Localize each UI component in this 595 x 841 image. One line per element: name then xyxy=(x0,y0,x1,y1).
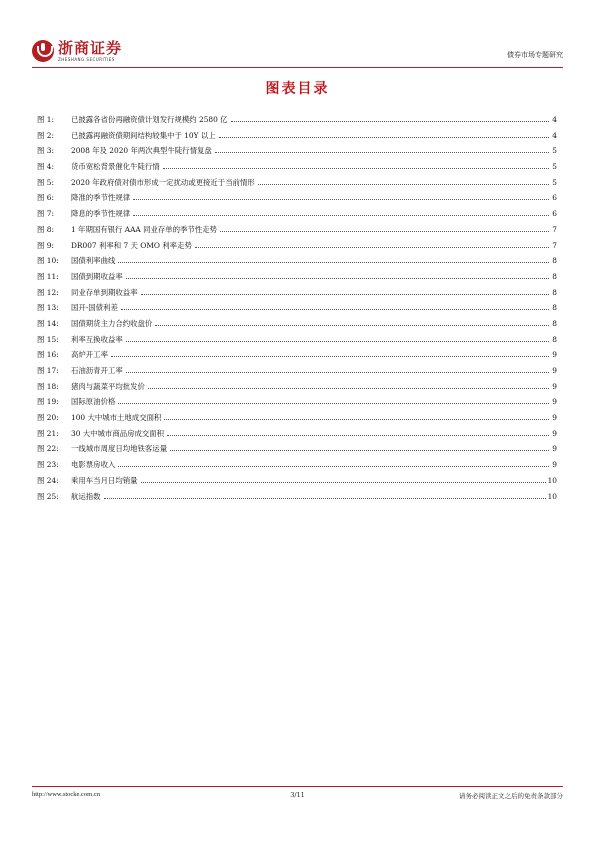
toc-leader-dots xyxy=(231,121,549,122)
toc-leader-dots xyxy=(104,498,546,499)
toc-entry-title: 降息的季节性规律 xyxy=(71,209,131,219)
toc-entry-title: 2008 年及 2020 年两次典型牛陡行情复盘 xyxy=(71,146,212,156)
toc-entry-label: 图 18: xyxy=(37,381,59,391)
website-link[interactable]: http://www.stocke.com.cn xyxy=(32,791,100,798)
toc-entry[interactable] xyxy=(37,473,557,489)
brand-name-cn: 浙商证券 xyxy=(58,38,123,57)
toc-leader-dots xyxy=(126,372,549,373)
toc-entry-page: 4 xyxy=(552,130,557,140)
toc-entry[interactable] xyxy=(37,426,557,442)
toc-leader-dots xyxy=(164,419,549,420)
page-header xyxy=(32,36,563,70)
toc-entry-label: 图 16: xyxy=(37,350,59,360)
toc-entry-label: 图 7: xyxy=(37,209,54,219)
toc-entry-title: DR007 利率和 7 天 OMO 利率走势 xyxy=(71,240,192,250)
toc-entry-title: 电影票房收入 xyxy=(71,460,116,470)
toc-entry-page: 8 xyxy=(552,287,557,297)
toc-entry-label: 图 24: xyxy=(37,475,59,485)
toc-entry-label: 图 13: xyxy=(37,303,59,313)
toc-entry-title: 利率互换收益率 xyxy=(71,334,123,344)
toc-entry[interactable] xyxy=(37,206,557,222)
toc-entry-page: 8 xyxy=(552,318,557,328)
toc-entry-page: 9 xyxy=(552,428,557,438)
toc-leader-dots xyxy=(215,152,549,153)
toc-entry-page: 10 xyxy=(547,475,557,485)
toc-leader-dots xyxy=(148,388,549,389)
toc-leader-dots xyxy=(118,403,549,404)
brand-logo xyxy=(32,36,122,66)
toc-leader-dots xyxy=(126,278,549,279)
brand-name-en: ZHESHANG SECURITIES xyxy=(58,56,115,62)
toc-leader-dots xyxy=(141,482,546,483)
toc-entry-label: 图 4: xyxy=(37,162,54,172)
toc-entry-page: 9 xyxy=(552,350,557,360)
toc-entry[interactable] xyxy=(37,238,557,254)
toc-entry-page: 5 xyxy=(552,177,557,187)
toc-entry-title: 航运指数 xyxy=(71,491,101,501)
toc-entry-page: 9 xyxy=(552,366,557,375)
toc-entry-label: 图 2: xyxy=(37,130,54,140)
figure-list xyxy=(37,112,557,504)
disclaimer-note: 请务必阅读正文之后的免责条款部分 xyxy=(459,792,563,800)
page-number: 3/11 xyxy=(290,791,305,799)
toc-entry-title: 1 年期国有银行 AAA 同业存单的季节性走势 xyxy=(71,224,218,234)
toc-entry-page: 9 xyxy=(552,460,557,470)
toc-entry[interactable] xyxy=(37,457,557,473)
toc-entry-label: 图 23: xyxy=(37,460,59,470)
toc-leader-dots xyxy=(167,435,549,436)
toc-entry-page: 5 xyxy=(552,162,557,172)
toc-entry-label: 图 20: xyxy=(37,413,59,423)
toc-leader-dots xyxy=(155,325,549,326)
toc-leader-dots xyxy=(126,341,549,342)
toc-entry-title: 2020 年政府债对债市形成一定扰动或更接近于当前情形 xyxy=(71,177,255,187)
toc-entry-title: 国债利率曲线 xyxy=(71,256,116,266)
toc-entry[interactable] xyxy=(37,394,557,410)
toc-entry-title: 已披露各省份再融资债计划发行规模约 2580 亿 xyxy=(71,115,228,124)
toc-entry-label: 图 1: xyxy=(37,115,54,124)
toc-leader-dots xyxy=(133,215,549,216)
toc-entry-page: 9 xyxy=(552,413,557,423)
toc-entry-label: 图 14: xyxy=(37,318,59,328)
toc-entry-label: 图 17: xyxy=(37,366,59,375)
toc-leader-dots xyxy=(141,294,549,295)
toc-entry[interactable] xyxy=(37,441,557,457)
toc-leader-dots xyxy=(121,309,549,310)
toc-entry-label: 图 8: xyxy=(37,224,54,234)
toc-entry-page: 6 xyxy=(552,193,557,203)
toc-entry-label: 图 15: xyxy=(37,334,59,344)
toc-entry[interactable] xyxy=(37,379,557,395)
toc-entry-page: 6 xyxy=(552,209,557,219)
toc-entry-label: 图 12: xyxy=(37,287,59,297)
toc-leader-dots xyxy=(170,450,549,451)
toc-entry-page: 5 xyxy=(552,146,557,156)
toc-entry-title: 100 大中城市土地成交面积 xyxy=(71,413,162,423)
toc-entry-page: 9 xyxy=(552,397,557,407)
toc-entry[interactable] xyxy=(37,112,557,128)
toc-entry[interactable] xyxy=(37,159,557,175)
toc-entry[interactable] xyxy=(37,253,557,269)
toc-entry-label: 图 25: xyxy=(37,491,59,501)
toc-leader-dots xyxy=(118,466,549,467)
toc-leader-dots xyxy=(163,168,549,169)
toc-entry-page: 8 xyxy=(552,303,557,313)
toc-entry[interactable] xyxy=(37,347,557,363)
toc-entry-label: 图 3: xyxy=(37,146,54,156)
toc-entry[interactable] xyxy=(37,410,557,426)
toc-entry-page: 4 xyxy=(552,115,557,124)
toc-entry-label: 图 21: xyxy=(37,428,59,438)
toc-entry[interactable] xyxy=(37,363,557,379)
toc-entry-title: 乘用车当月日均销量 xyxy=(71,475,138,485)
toc-entry[interactable] xyxy=(37,332,557,348)
toc-leader-dots xyxy=(220,231,549,232)
toc-entry[interactable] xyxy=(37,143,557,159)
toc-entry-page: 8 xyxy=(552,256,557,266)
toc-entry-page: 10 xyxy=(547,491,557,501)
toc-entry-title: 国债期货主力合约收盘价 xyxy=(71,318,153,328)
toc-entry[interactable] xyxy=(37,489,557,505)
toc-entry-label: 图 22: xyxy=(37,444,59,454)
toc-entry-label: 图 19: xyxy=(37,397,59,407)
toc-entry-label: 图 11: xyxy=(37,271,59,281)
toc-entry-page: 7 xyxy=(552,240,557,250)
toc-entry-page: 9 xyxy=(552,381,557,391)
toc-leader-dots xyxy=(111,356,549,357)
toc-entry[interactable] xyxy=(37,190,557,206)
toc-leader-dots xyxy=(133,199,549,200)
toc-entry-page: 9 xyxy=(552,444,557,454)
toc-entry-title: 货币宽松背景催化牛陡行情 xyxy=(71,162,160,172)
toc-leader-dots xyxy=(219,137,549,138)
toc-entry-label: 图 9: xyxy=(37,240,54,250)
toc-entry-title: 石油沥青开工率 xyxy=(71,366,123,375)
toc-entry[interactable] xyxy=(37,300,557,316)
toc-entry-title: 已披露再融资债期间结构较集中于 10Y 以上 xyxy=(71,130,216,140)
toc-entry[interactable] xyxy=(37,285,557,301)
toc-entry-label: 图 10: xyxy=(37,256,59,266)
toc-entry-title: 国开-国债利差 xyxy=(71,303,118,313)
toc-entry-title: 国际原油价格 xyxy=(71,397,116,407)
toc-entry-title: 高炉开工率 xyxy=(71,350,108,360)
toc-entry[interactable] xyxy=(37,175,557,191)
toc-entry-page: 8 xyxy=(552,271,557,281)
toc-entry-title: 国债到期收益率 xyxy=(71,271,123,281)
header-divider xyxy=(32,67,563,68)
page-title: 图表目录 xyxy=(265,81,330,97)
toc-leader-dots xyxy=(258,184,549,185)
toc-entry[interactable] xyxy=(37,128,557,144)
toc-entry[interactable] xyxy=(37,269,557,285)
toc-entry-page: 8 xyxy=(552,334,557,344)
toc-leader-dots xyxy=(195,247,549,248)
toc-entry-title: 一线城市周度日均地铁客运量 xyxy=(71,444,168,454)
toc-entry-title: 猪肉与蔬菜平均批发价 xyxy=(71,381,145,391)
toc-entry-label: 图 5: xyxy=(37,177,54,187)
toc-entry-title: 降准的季节性规律 xyxy=(71,193,131,203)
report-type: 债券市场专题研究 xyxy=(507,51,563,59)
toc-entry-title: 30 大中城市商品房成交面积 xyxy=(71,428,165,438)
footer-divider xyxy=(32,786,563,787)
toc-entry[interactable] xyxy=(37,316,557,332)
toc-entry-title: 同业存单到期收益率 xyxy=(71,287,138,297)
brand-logo-icon xyxy=(32,40,54,62)
toc-entry-label: 图 6: xyxy=(37,193,54,203)
page-footer xyxy=(32,786,563,806)
toc-entry-page: 7 xyxy=(552,224,557,234)
toc-leader-dots xyxy=(118,262,549,263)
toc-entry[interactable] xyxy=(37,222,557,238)
